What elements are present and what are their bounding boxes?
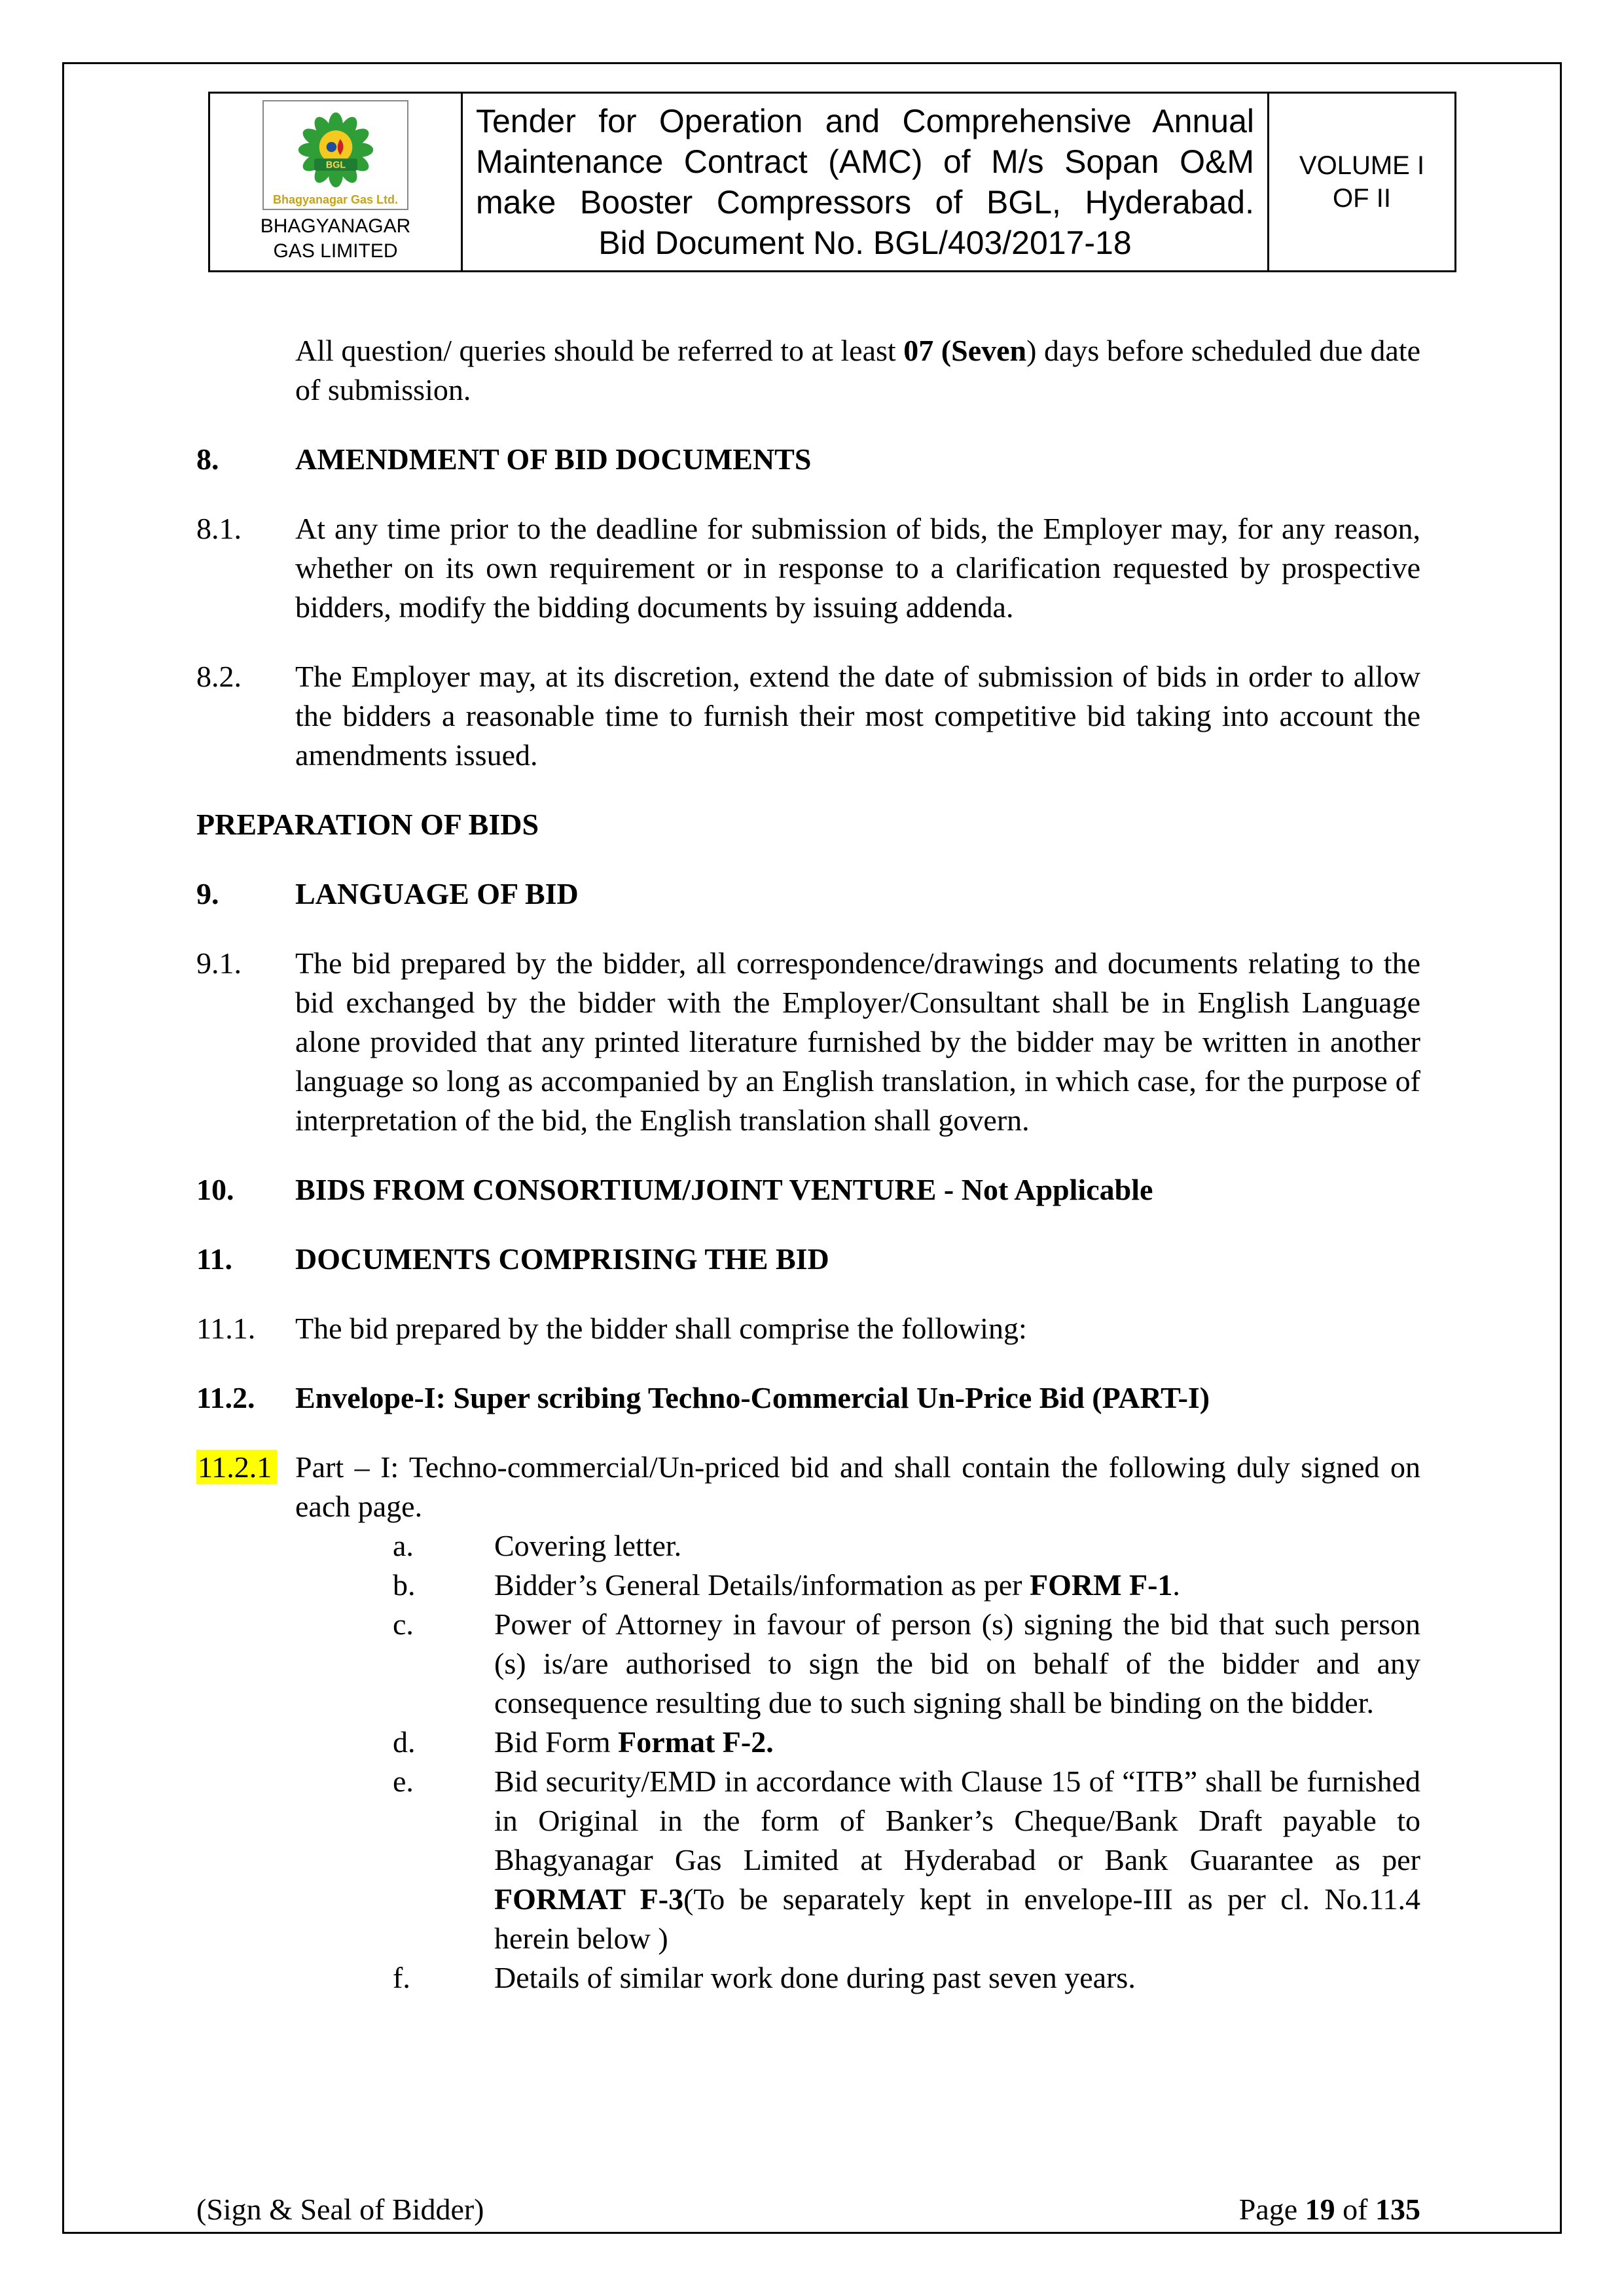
clause-8-1 [196, 509, 1420, 627]
list-item [393, 1566, 1420, 1605]
list-item-letter: f. [393, 1961, 410, 1994]
section-9-heading [196, 874, 1420, 914]
list-item-letter: d. [393, 1725, 416, 1759]
section-number: 9. [196, 877, 219, 910]
clause-text: At any time prior to the deadline for submission of bids, the Employer may, for any reason, whether on its own requirement or in response to a clarification requested by prospective bidders, modify the bidding documents by issuing addenda. [295, 512, 1420, 624]
clause-text: The Employer may, at its discretion, extend the date of submission of bids in order to allow the bidders a reasonable time to furnish their most competitive bid taking into account the amendments issued. [295, 660, 1420, 772]
clause-11-2-1 [196, 1448, 1420, 1526]
section-title: AMENDMENT OF BID DOCUMENTS [295, 442, 812, 476]
intro-bold: 07 (Seven [903, 334, 1027, 367]
clause-11-2-heading [196, 1378, 1420, 1418]
clause-text: Part – I: Techno-commercial/Un-priced bid and shall contain the following duly signed on each page. [295, 1450, 1420, 1523]
clause-number: 8.1. [196, 512, 242, 545]
bid-contents-list [196, 1526, 1420, 1998]
volume-line1: VOLUME I [1299, 151, 1425, 180]
list-item-text: Bid security/EMD in accordance with Clause 15 of “ITB” shall be furnished in Original in the form of Banker’s Cheque/Bank Draft payable to Bhagyanagar Gas Limited at Hyderabad or Bank Guarantee as per FORMAT F-3(To be separately kept in envelope-III as per cl. No.11.4 herein below ) [494, 1765, 1420, 1955]
section-8-heading [196, 440, 1420, 479]
clause-text: The bid prepared by the bidder shall comprise the following: [295, 1312, 1027, 1345]
list-item [393, 1762, 1420, 1958]
section-number: 8. [196, 442, 219, 476]
list-item-text: Bid Form Format F-2. [494, 1725, 774, 1759]
clause-number-highlighted: 11.2.1 [196, 1448, 295, 1526]
clause-number: 11.2. [196, 1381, 255, 1414]
list-item-letter: b. [393, 1568, 416, 1602]
intro-paragraph [295, 331, 1420, 410]
list-item-letter: c. [393, 1607, 414, 1641]
volume-line2: OF II [1333, 184, 1391, 213]
volume-cell [1269, 94, 1454, 270]
header-title-cell [463, 94, 1269, 270]
section-title: DOCUMENTS COMPRISING THE BID [295, 1242, 829, 1276]
intro-pre: All question/ queries should be referred to at least [295, 334, 904, 367]
intro-post: ) days before scheduled due date of submission. [295, 334, 1421, 406]
clause-9-1 [196, 944, 1420, 1140]
header-table [208, 92, 1456, 272]
sign-seal-note: (Sign & Seal of Bidder) [196, 2193, 484, 2226]
page-number: Page 19 of 135 [1238, 2193, 1420, 2226]
clause-title: Envelope-I: Super scribing Techno-Commercial Un-Price Bid (PART-I) [295, 1381, 1210, 1414]
bgl-logo [262, 100, 408, 210]
page-footer [196, 2190, 1420, 2229]
list-item [393, 1605, 1420, 1723]
bgl-logo-text: BGL [325, 160, 346, 171]
document-body [196, 331, 1420, 2028]
clause-11-2-1-block [196, 1448, 1420, 1998]
list-item-text: Power of Attorney in favour of person (s) signing the bid that such person (s) is/are authorised to sign the bid on behalf of the bidder and any consequence resulting due to such signing shall be binding on the bidder. [494, 1607, 1420, 1719]
clause-text: The bid prepared by the bidder, all correspondence/drawings and documents relating to the bid exchanged by the bidder with the Employer/Consultant shall be in English Language alone provided that any printed literature furnished by the bidder may be written in another language so long as accompanied by an English translation, in which case, for the purpose of interpretation of the bid, the English translation shall govern. [295, 946, 1420, 1137]
bid-document-number: Bid Document No. BGL/403/2017-18 [598, 224, 1132, 261]
list-item-text: Bidder’s General Details/information as per FORM F-1. [494, 1568, 1180, 1602]
bgl-logo-icon [287, 107, 385, 193]
section-title: BIDS FROM CONSORTIUM/JOINT VENTURE - Not Applicable [295, 1173, 1153, 1206]
list-item [393, 1958, 1420, 1998]
section-10-heading [196, 1170, 1420, 1210]
section-11-heading [196, 1240, 1420, 1279]
section-number: 10. [196, 1173, 234, 1206]
list-item [393, 1526, 1420, 1566]
list-item-letter: e. [393, 1765, 414, 1798]
list-item-text: Covering letter. [494, 1529, 682, 1562]
clause-number: 9.1. [196, 946, 242, 980]
clause-number: 8.2. [196, 660, 242, 693]
tender-title: Tender for Operation and Comprehensive Annual Maintenance Contract (AMC) of M/s Sopan O&M make Booster Compressors of BGL, Hyderabad. [476, 103, 1254, 221]
clause-8-2 [196, 657, 1420, 775]
page-border [62, 62, 1562, 2234]
section-number: 11. [196, 1242, 232, 1276]
section-title: LANGUAGE OF BID [295, 877, 579, 910]
clause-number: 11.1. [196, 1312, 256, 1345]
logo-subtitle: Bhagyanagar Gas Ltd. [272, 193, 399, 206]
company-name: BHAGYANAGAR GAS LIMITED [260, 215, 411, 262]
list-item [393, 1723, 1420, 1762]
logo-cell [210, 94, 463, 270]
clause-11-1 [196, 1309, 1420, 1348]
list-item-text: Details of similar work done during past seven years. [494, 1961, 1136, 1994]
list-item-letter: a. [393, 1529, 414, 1562]
preparation-of-bids-heading: PREPARATION OF BIDS [196, 808, 539, 841]
